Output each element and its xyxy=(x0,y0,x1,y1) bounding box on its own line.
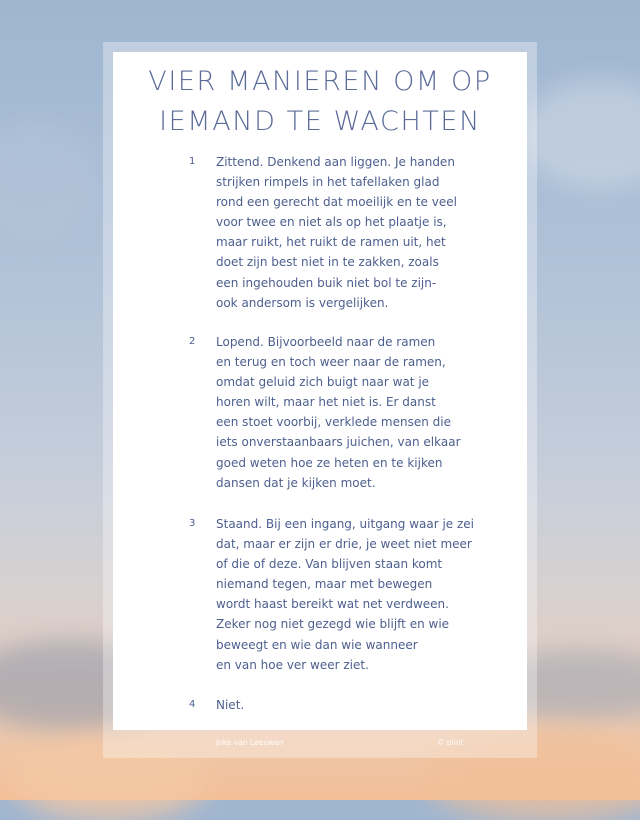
poem-line: beweegt en wie dan wie wanneer xyxy=(216,637,418,652)
poem-line: strijken rimpels in het tafellaken glad xyxy=(216,175,440,190)
stanza-number: 2 xyxy=(189,336,196,347)
poem-line: en van hoe ver weer ziet. xyxy=(216,657,369,672)
poem-line: dansen dat je kijken moet. xyxy=(216,475,376,490)
poem-line: doet zijn best niet in te zakken, zoals xyxy=(216,255,439,270)
poem-line: dat, maar er zijn er drie, je weet niet meer xyxy=(216,537,472,552)
poem-line: Lopend. Bijvoorbeeld naar de ramen xyxy=(216,335,436,349)
poem-line: Zittend. Denkend aan liggen. Je handen xyxy=(216,155,455,169)
stanza-lines xyxy=(216,152,457,313)
sky-cloud xyxy=(520,80,640,190)
sky-cloud xyxy=(0,120,100,240)
poem-line: horen wilt, maar het niet is. Er danst xyxy=(216,395,436,410)
poem-line: maar ruikt, het ruikt de ramen uit, het xyxy=(216,235,446,250)
poem-line: omdat geluid zich buigt naar wat je xyxy=(216,375,430,390)
poem-line: niemand tegen, maar met bewegen xyxy=(216,577,433,592)
stanza-number: 4 xyxy=(189,699,196,710)
stanza-number: 3 xyxy=(189,518,196,529)
poem-line: een stoet voorbij, verklede mensen die xyxy=(216,415,451,430)
poem-line: rond een gerecht dat moeilijk en te veel xyxy=(216,195,457,210)
poem-line: een ingehouden buik niet bol te zijn- xyxy=(216,275,437,290)
poem-title xyxy=(113,62,527,142)
poem-line: of die of deze. Van blijven staan komt xyxy=(216,557,443,572)
poem-line: wordt haast bereikt wat net verdween. xyxy=(216,597,449,612)
poem-line: voor twee en niet als op het plaatje is, xyxy=(216,215,447,230)
poem-line: iets onverstaanbaars juichen, van elkaar xyxy=(216,435,461,450)
poem-line: Staand. Bij een ingang, uitgang waar je zei xyxy=(216,517,475,531)
poem-title-line-2: IEMAND TE WACHTEN xyxy=(159,106,481,137)
poem-title-line-1: VIER MANIEREN OM OP xyxy=(148,66,492,97)
poem-card xyxy=(113,52,527,730)
stanza-lines xyxy=(216,332,461,493)
poem-line: en terug en toch weer naar de ramen, xyxy=(216,355,446,370)
poem-line: goed weten hoe ze heten en te kijken xyxy=(216,455,443,470)
poem-line: Niet. xyxy=(216,698,245,712)
copyright-notice: © plint xyxy=(437,738,464,747)
stanza-number: 1 xyxy=(189,156,196,167)
poem-line: ook andersom is vergelijken. xyxy=(216,295,389,310)
poem-line: Zeker nog niet gezegd wie blijft en wie xyxy=(216,617,450,632)
author-credit: Joke van Leeuwen xyxy=(216,738,284,747)
stanza-lines xyxy=(216,514,474,675)
stanza-lines xyxy=(216,695,244,715)
